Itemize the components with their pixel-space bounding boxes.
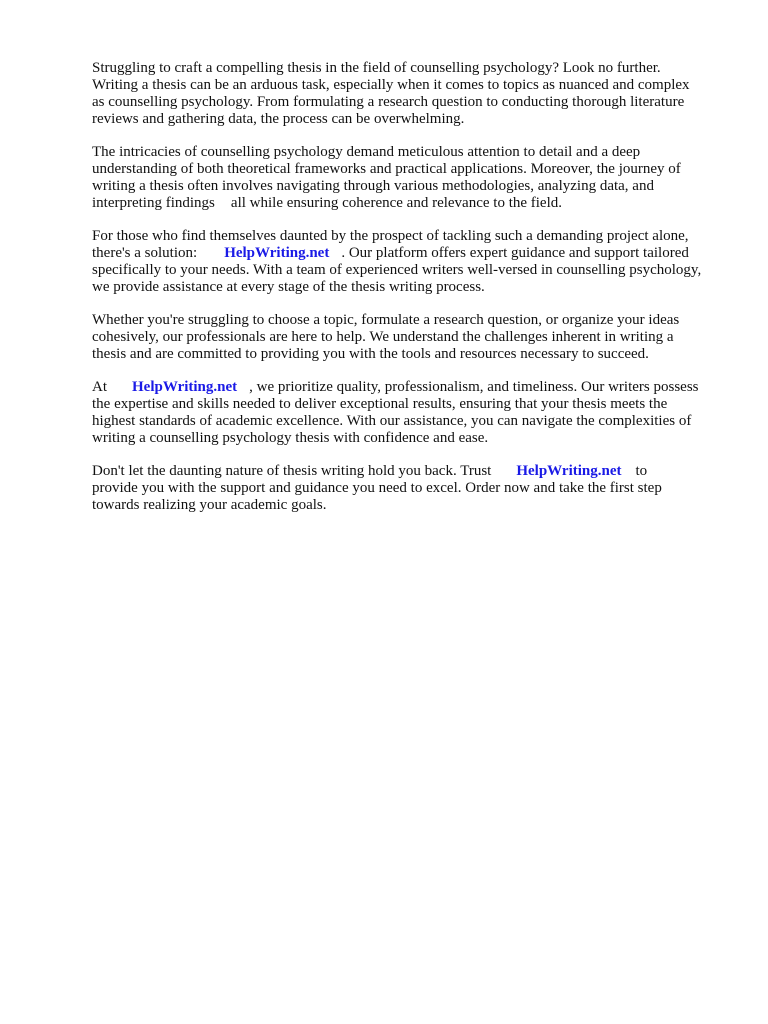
- helpwriting-link[interactable]: HelpWriting.net: [132, 379, 238, 395]
- paragraph-solution: [92, 228, 732, 296]
- paragraph-intricacies-text: The intricacies of counselling psychology demand meticulous attention to detail and a deep understanding of both theoretical frameworks and practical applications. Moreover, the journey of writing a thesis often involves navigating through various methodologies, analyzing data, and interpreting findings: [92, 144, 681, 211]
- paragraph-intro: [92, 60, 732, 128]
- paragraph-closing-rest: to provide you with the support and guidance you need to excel. Order now and take the first step towards realizing your academic goals.: [92, 463, 662, 513]
- paragraph-closing: [92, 463, 732, 514]
- paragraph-support: [92, 312, 732, 363]
- paragraph-quality: [92, 379, 732, 447]
- paragraph-quality-lead: At: [92, 379, 107, 395]
- paragraph-intricacies-tail: all while ensuring coherence and relevance to the field.: [230, 195, 563, 211]
- paragraph-intricacies: [92, 144, 732, 212]
- paragraph-support-text: Whether you're struggling to choose a topic, formulate a research question, or organize your ideas cohesively, our professionals are here to help. We understand the challenges inherent in writing a thesis and are committed to providing you with the tools and resources necessary to succeed.: [92, 312, 680, 362]
- document-body: [92, 60, 732, 530]
- paragraph-solution-lead: For those who find themselves daunted by the prospect of tackling such a demanding project alone, there's a solution:: [92, 228, 689, 261]
- paragraph-closing-lead: Don't let the daunting nature of thesis writing hold you back. Trust: [92, 463, 492, 479]
- helpwriting-link[interactable]: HelpWriting.net: [224, 245, 330, 261]
- helpwriting-link[interactable]: HelpWriting.net: [516, 463, 622, 479]
- paragraph-quality-rest: , we prioritize quality, professionalism, and timeliness. Our writers possess the expertise and skills needed to deliver exceptional results, ensuring that your thesis meets the highest standards of academic excellence. With our assistance, you can navigate the complexities of writing a counselling psychology thesis with confidence and ease.: [92, 379, 699, 446]
- paragraph-solution-rest: . Our platform offers expert guidance and support tailored specifically to your needs. With a team of experienced writers well-versed in counselling psychology, we provide assistance at every stage of the thesis writing process.: [92, 245, 702, 295]
- paragraph-intro-text: Struggling to craft a compelling thesis in the field of counselling psychology? Look no further. Writing a thesis can be an arduous task, especially when it comes to topics as nuanced and complex as counselling psychology. From formulating a research question to conducting thorough literature reviews and gathering data, the process can be overwhelming.: [92, 60, 690, 127]
